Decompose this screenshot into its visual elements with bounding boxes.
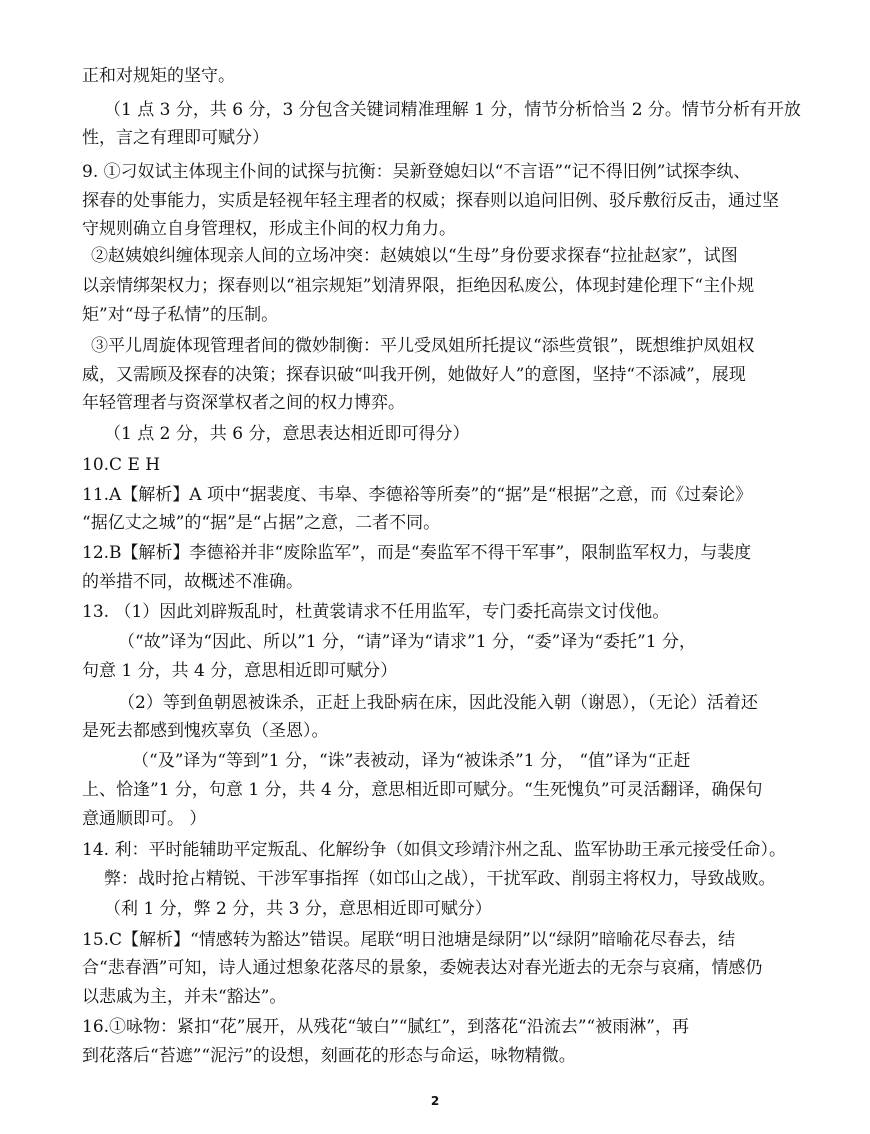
scoring-note: （“故”译为“因此、所以”1 分，“请”译为“请求”1 分，“委”译为“委托”1 分，	[118, 632, 696, 652]
answer-13-part-2: （2）等到鱼朝恩被诛杀，正赶上我卧病在床，因此没能入朝（谢恩），（无论）活着还	[118, 693, 758, 713]
text-line: 以悲戚为主，并未“豁达”。	[82, 987, 287, 1007]
text-line: 威，又需顾及探春的决策；探春识破“叫我开例，她做好人”的意图，坚持“不添减”，展现	[82, 365, 746, 385]
answer-12: 12.B【解析】李德裕并非“废除监军”，而是“奏监军不得干军事”，限制监军权力，与裴度	[82, 543, 752, 563]
text-line: “据亿丈之城”的“据”是“占据”之意，二者不同。	[82, 513, 441, 533]
text-line: 年轻管理者与资深掌权者之间的权力博弈。	[82, 393, 405, 413]
answer-16: 16.①咏物：紧扣“花”展开，从残花“皱白”“腻红”，到落花“沿流去”“被雨淋”，再	[82, 1017, 689, 1037]
text-line: 正和对规矩的坚守。	[82, 66, 235, 86]
scoring-note: 意通顺即可。 ）	[82, 809, 207, 829]
scoring-note: （“及”译为“等到”1 分，“诛”表被动，译为“被诛杀”1 分， “值”译为“正赶	[132, 751, 691, 771]
scoring-note: （利 1 分，弊 2 分，共 3 分，意思相近即可赋分）	[104, 899, 492, 919]
page-number: 2	[430, 1094, 440, 1108]
text-line: 矩”对“母子私情”的压制。	[82, 305, 279, 325]
answer-9-point-2: ②赵姨娘纠缠体现亲人间的立场冲突：赵姨娘以“生母”身份要求探春“拉扯赵家”，试图	[91, 246, 738, 266]
scoring-note: 上、恰逢”1 分，句意 1 分，共 4 分，意思相近即可赋分。“生死愧负”可灵活翻译，确保句	[82, 780, 763, 800]
answer-9-heading: 9. ①刁奴试主体现主仆间的试探与抗衡：吴新登媳妇以“不言语”“记不得旧例”试探李纨、	[82, 162, 751, 182]
text-line: 探春的处事能力，实质是轻视年轻主理者的权威；探春则以追问旧例、驳斥敷衍反击，通过坚	[82, 191, 779, 211]
scoring-note: （1 点 3 分，共 6 分，3 分包含关键词精准理解 1 分，情节分析恰当 2 分。情节分析有开放	[104, 100, 801, 120]
answer-14: 14. 利：平时能辅助平定叛乱、化解纷争（如俱文珍靖汴州之乱、监军协助王承元接受任命）。	[82, 840, 786, 860]
text-line: 是死去都感到愧疚辜负（圣恩）。	[82, 721, 329, 741]
text-line: 守规则确立自身管理权，形成主仆间的权力角力。	[82, 219, 456, 239]
scoring-note: 性，言之有理即可赋分）	[82, 128, 269, 148]
text-line: 到花落后“苔遮”“泥污”的设想，刻画花的形态与命运，咏物精微。	[82, 1046, 576, 1066]
text-line: 的举措不同，故概述不准确。	[82, 572, 303, 592]
answer-13: 13. （1）因此刘辟叛乱时，杜黄裳请求不任用监军，专门委托高崇文讨伐他。	[82, 602, 670, 622]
answer-14-drawback: 弊：战时抢占精锐、干涉军事指挥（如邙山之战），干扰军政、削弱主将权力，导致战败。	[104, 869, 776, 889]
text-line: 合“悲春酒”可知，诗人通过想象花落尽的景象，委婉表达对春光逝去的无奈与哀痛，情感仍	[82, 958, 763, 978]
answer-11: 11.A【解析】A 项中“据裴度、韦皋、李德裕等所奏”的“据”是“根据”之意，而《过秦论》	[82, 485, 753, 505]
answer-9-point-3: ③平儿周旋体现管理者间的微妙制衡：平儿受凤姐所托提议“添些赏银”，既想维护凤姐权	[91, 336, 755, 356]
text-line: 以亲情绑架权力；探春则以“祖宗规矩”划清界限，拒绝因私废公，体现封建伦理下“主仆规	[82, 276, 755, 296]
answer-10: 10.C E H	[82, 455, 161, 475]
scoring-note: （1 点 2 分，共 6 分，意思表达相近即可得分）	[104, 424, 470, 444]
scoring-note: 句意 1 分，共 4 分，意思相近即可赋分）	[82, 661, 398, 681]
answer-15: 15.C【解析】“情感转为豁达”错误。尾联“明日池塘是绿阴”以“绿阴”暗喻花尽春去，结	[82, 930, 736, 950]
